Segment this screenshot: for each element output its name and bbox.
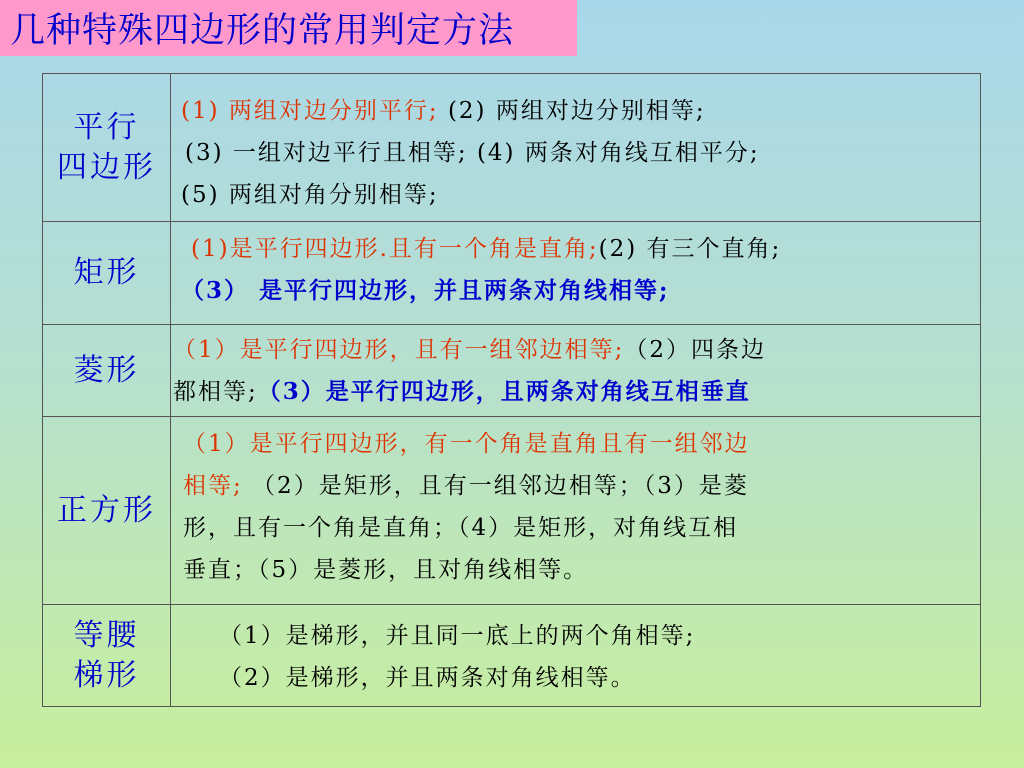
criterion-black: （2）四条边 — [624, 337, 767, 363]
criteria-line — [171, 174, 980, 216]
page-title: 几种特殊四边形的常用判定方法 — [10, 11, 515, 51]
row-criteria-rhombus — [171, 325, 981, 417]
criterion-black: （2）是矩形，且有一组邻边相等；（3）是菱 — [242, 473, 749, 499]
criterion-black: (3) 一组对边平行且相等; (4) 两条对角线互相平分; — [185, 140, 760, 166]
criteria-line — [171, 329, 980, 371]
criteria-line — [171, 549, 980, 591]
table-row — [43, 417, 981, 605]
criteria-line — [171, 507, 980, 549]
criterion-black: 形，且有一个角是直角；（4）是矩形，对角线互相 — [183, 515, 739, 541]
criterion-black: （1）是梯形，并且同一底上的两个角相等; — [219, 623, 696, 649]
criterion-red: (1) 两组对边分别平行; — [181, 98, 439, 124]
row-header-rectangle — [43, 222, 171, 325]
criterion-black: 都相等; — [173, 379, 258, 405]
criterion-blue: （3）是平行四边形，且两条对角线互相垂直 — [257, 378, 751, 405]
criteria-line — [171, 132, 980, 174]
row-criteria-rectangle — [171, 222, 981, 325]
criteria-table — [42, 73, 981, 707]
table-row — [43, 325, 981, 417]
criteria-line — [171, 615, 980, 657]
row-header-line: 四边形 — [57, 149, 156, 185]
table-row — [43, 74, 981, 222]
criteria-line — [171, 270, 980, 312]
criterion-black: (5) 两组对角分别相等; — [181, 182, 439, 208]
row-header-line: 正方形 — [57, 492, 156, 528]
criterion-black: (2) 有三个直角; — [598, 236, 782, 262]
criteria-line — [171, 423, 980, 465]
row-header-line: 梯形 — [73, 657, 140, 693]
row-criteria-square — [171, 417, 981, 605]
criterion-red: 相等; — [183, 473, 243, 499]
criterion-black: （2）是梯形，并且两条对角线相等。 — [219, 665, 636, 691]
table-row — [43, 605, 981, 707]
row-header-line: 菱形 — [73, 352, 140, 388]
criterion-blue: （3） 是平行四边形，并且两条对角线相等; — [181, 277, 670, 304]
criteria-line — [171, 228, 980, 270]
criterion-black: (2) 两组对边分别相等; — [438, 98, 706, 124]
row-header-line: 平行 — [73, 109, 140, 145]
criteria-line — [171, 371, 980, 413]
row-header-parallelogram — [43, 74, 171, 222]
row-header-rhombus — [43, 325, 171, 417]
title-banner — [0, 0, 577, 56]
criterion-black: 垂直；（5）是菱形，且对角线相等。 — [183, 557, 589, 583]
row-criteria-parallelogram — [171, 74, 981, 222]
row-header-isosceles-trapezoid — [43, 605, 171, 707]
criteria-line — [171, 465, 980, 507]
row-header-line: 等腰 — [73, 617, 140, 653]
criterion-red: (1)是平行四边形.且有一个角是直角; — [191, 236, 599, 262]
criteria-line — [171, 90, 980, 132]
criterion-red: （1）是平行四边形，且有一组邻边相等; — [173, 337, 625, 363]
row-header-line: 矩形 — [73, 255, 140, 290]
row-header-square — [43, 417, 171, 605]
row-criteria-isosceles-trapezoid — [171, 605, 981, 707]
table-row — [43, 222, 981, 325]
criterion-red: （1）是平行四边形，有一个角是直角且有一组邻边 — [183, 431, 750, 457]
criteria-line — [171, 657, 980, 699]
